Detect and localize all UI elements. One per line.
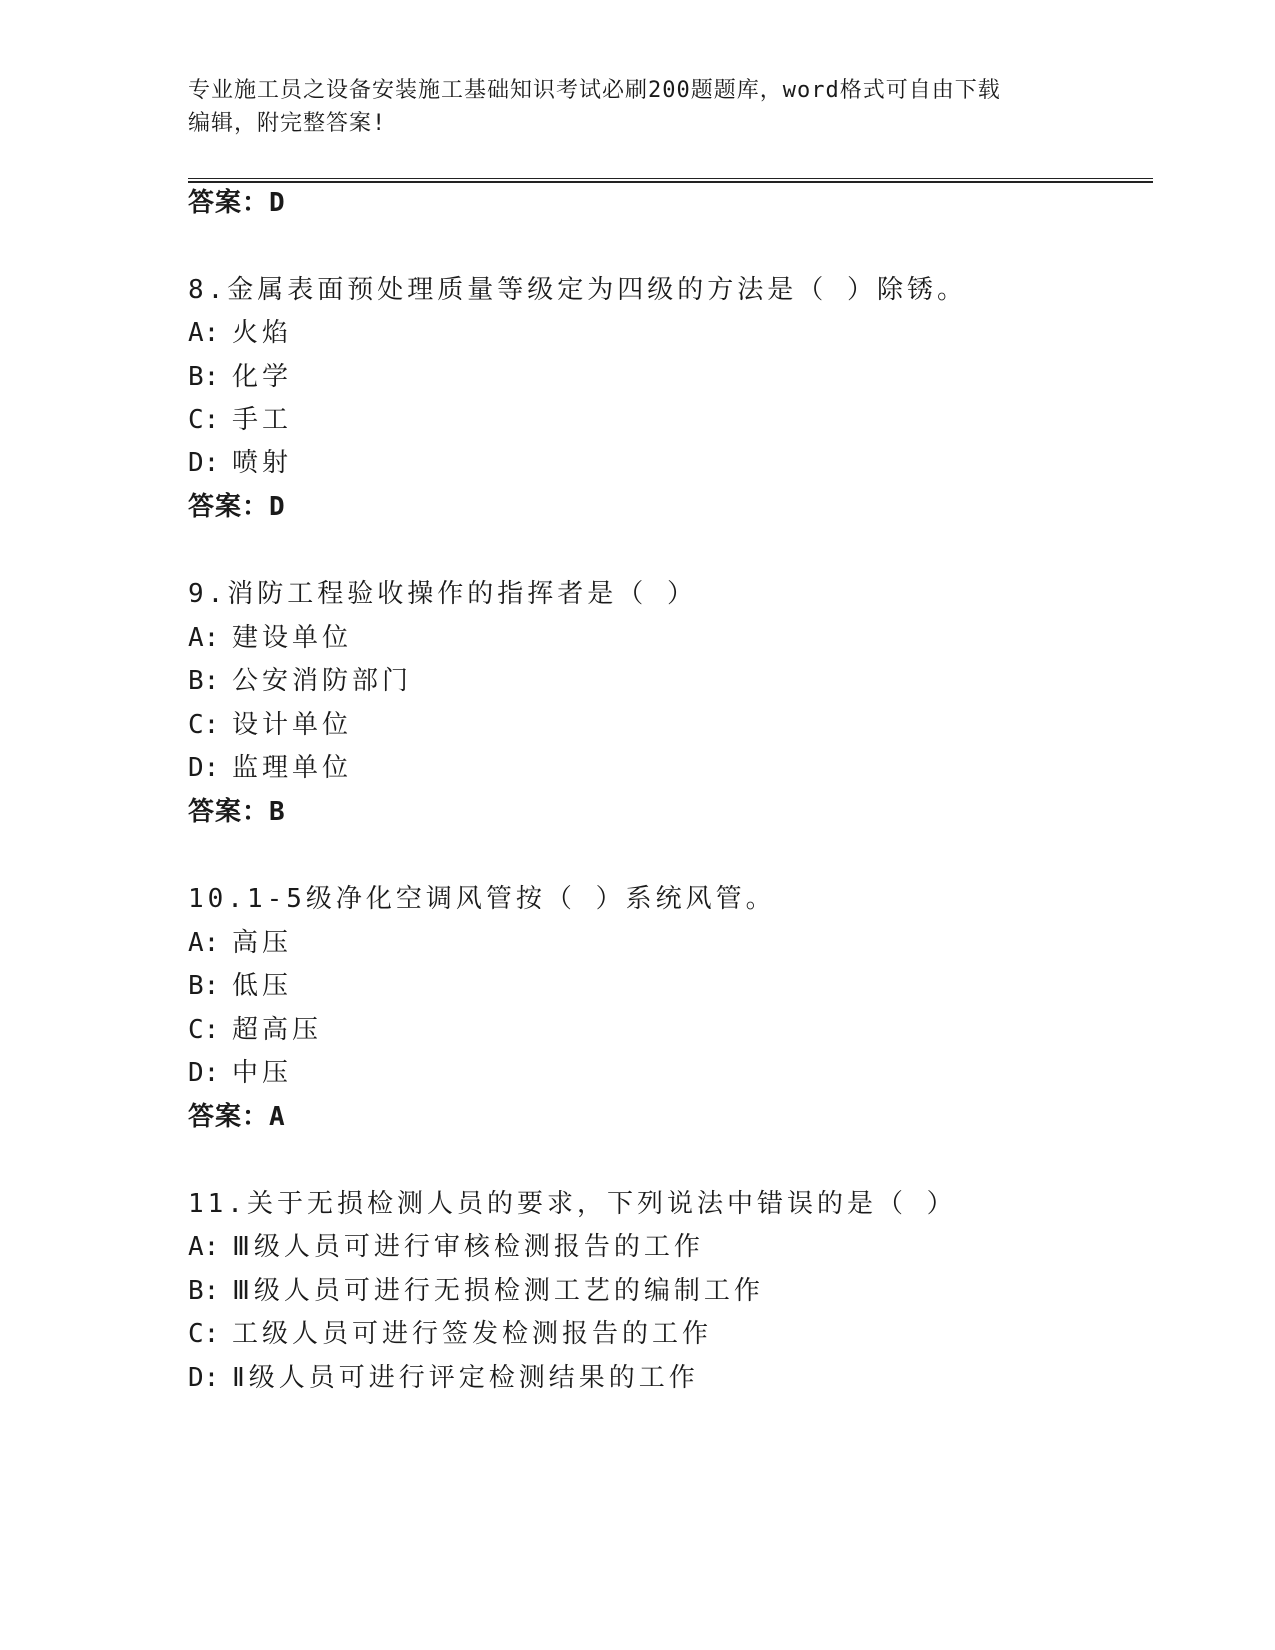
question-title: 11.关于无损检测人员的要求，下列说法中错误的是（ ） bbox=[188, 1189, 957, 1219]
option-key: D: bbox=[188, 448, 220, 478]
option-text: Ⅲ级人员可进行审核检测报告的工作 bbox=[232, 1232, 704, 1262]
option-text: 中压 bbox=[232, 1058, 293, 1088]
option-c bbox=[188, 1013, 322, 1047]
question-title: 9.消防工程验收操作的指挥者是（ ） bbox=[188, 579, 697, 609]
option-d bbox=[188, 751, 352, 785]
option-text: 设计单位 bbox=[232, 710, 353, 740]
option-d bbox=[188, 1361, 699, 1395]
option-c bbox=[188, 403, 292, 437]
option-a bbox=[188, 926, 292, 960]
header-line-2: 编辑，附完整答案! bbox=[188, 111, 387, 136]
option-text: 火焰 bbox=[232, 318, 293, 348]
option-text: 化学 bbox=[232, 362, 293, 392]
header-divider bbox=[188, 178, 1153, 183]
option-key: C: bbox=[188, 710, 220, 740]
option-a bbox=[188, 1230, 704, 1264]
option-key: C: bbox=[188, 405, 220, 435]
option-text: 公安消防部门 bbox=[232, 666, 413, 696]
option-text: 建设单位 bbox=[232, 623, 353, 653]
answer-label: 答案：B bbox=[188, 797, 286, 827]
option-key: C: bbox=[188, 1015, 220, 1045]
option-a bbox=[188, 316, 292, 350]
option-text: 监理单位 bbox=[232, 753, 353, 783]
option-c bbox=[188, 1317, 712, 1351]
answer-label: 答案：A bbox=[188, 1102, 286, 1132]
answer-label: 答案：D bbox=[188, 188, 286, 218]
option-key: A: bbox=[188, 623, 220, 653]
option-key: D: bbox=[188, 753, 220, 783]
option-text: 低压 bbox=[232, 971, 293, 1001]
question-title: 10.1-5级净化空调风管按（ ）系统风管。 bbox=[188, 884, 776, 914]
option-a bbox=[188, 621, 352, 655]
option-text: 手工 bbox=[232, 405, 293, 435]
question-title: 8.金属表面预处理质量等级定为四级的方法是（ ）除锈。 bbox=[188, 275, 967, 305]
option-text: 喷射 bbox=[232, 448, 293, 478]
option-key: D: bbox=[188, 1363, 220, 1393]
option-key: A: bbox=[188, 318, 220, 348]
header-line-1: 专业施工员之设备安装施工基础知识考试必刷200题题库，word格式可自由下载 bbox=[188, 78, 1001, 103]
option-key: B: bbox=[188, 362, 220, 392]
option-b bbox=[188, 969, 292, 1003]
option-d bbox=[188, 1056, 292, 1090]
option-key: B: bbox=[188, 1276, 220, 1306]
option-text: Ⅱ级人员可进行评定检测结果的工作 bbox=[232, 1363, 699, 1393]
option-key: B: bbox=[188, 971, 220, 1001]
option-text: 高压 bbox=[232, 928, 293, 958]
option-key: B: bbox=[188, 666, 220, 696]
document-header bbox=[188, 74, 1068, 140]
option-text: 工级人员可进行签发检测报告的工作 bbox=[232, 1319, 713, 1349]
option-c bbox=[188, 708, 352, 742]
option-text: 超高压 bbox=[232, 1015, 323, 1045]
option-d bbox=[188, 446, 292, 480]
option-b bbox=[188, 360, 292, 394]
answer-label: 答案：D bbox=[188, 492, 286, 522]
option-b bbox=[188, 1274, 764, 1308]
option-key: A: bbox=[188, 1232, 220, 1262]
option-b bbox=[188, 664, 412, 698]
option-text: Ⅲ级人员可进行无损检测工艺的编制工作 bbox=[232, 1276, 764, 1306]
option-key: A: bbox=[188, 928, 220, 958]
option-key: C: bbox=[188, 1319, 220, 1349]
option-key: D: bbox=[188, 1058, 220, 1088]
